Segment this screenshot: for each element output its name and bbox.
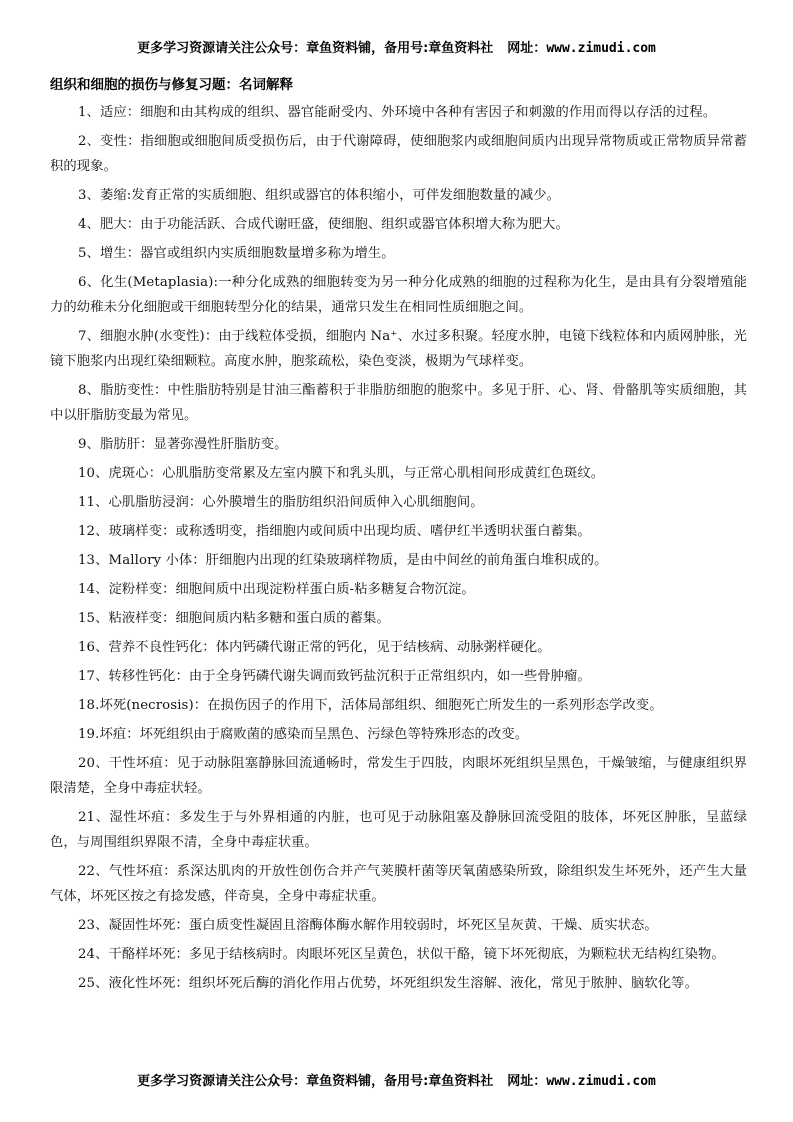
term-item-14: 14、淀粉样变：细胞间质中出现淀粉样蛋白质-粘多糖复合物沉淀。: [78, 582, 475, 597]
term-item-17: 17、转移性钙化：由于全身钙磷代谢失调而致钙盐沉积于正常组织内，如一些骨肿瘤。: [78, 669, 591, 684]
page-footer: [0, 1070, 793, 1089]
term-item-19: 19.坏疽：坏死组织由于腐败菌的感染而呈黑色、污绿色等特殊形态的改变。: [78, 727, 529, 742]
term-item-23: 23、凝固性坏死：蛋白质变性凝固且溶酶体酶水解作用较弱时，坏死区呈灰黄、干燥、质实状态。: [78, 918, 658, 933]
footer-url-label: 网址：: [507, 1074, 547, 1089]
term-item-4: 4、肥大：由于功能活跃、合成代谢旺盛，使细胞、组织或器官体积增大称为肥大。: [78, 217, 569, 232]
term-item-21: 21、湿性坏疽：多发生于与外界相通的内脏，也可见于动脉阻塞及静脉回流受阻的肢体，坏死区肿胀，呈蓝绿色，与周围组织界限不清，全身中毒症状重。: [50, 810, 747, 850]
term-item-12: 12、玻璃样变：或称透明变，指细胞内或间质中出现均质、嗜伊红半透明状蛋白蓄集。: [78, 524, 591, 539]
term-item-8: 8、脂肪变性：中性脂肪特别是甘油三酯蓄积于非脂肪细胞的胞浆中。多见于肝、心、肾、骨骼肌等实质细胞，其中以肝脂肪变最为常见。: [50, 383, 747, 423]
header-url-link[interactable]: www.zimudi.com: [546, 41, 656, 56]
term-item-18: 18.坏死(necrosis)：在损伤因子的作用下，活体局部组织、细胞死亡所发生的一系列形态学改变。: [78, 698, 663, 713]
term-item-7: 7、细胞水肿(水变性)：由于线粒体受损，细胞内 Na⁺、水过多积聚。轻度水肿，电镜下线粒体和内质网肿胀，光镜下胞浆内出现红染细颗粒。高度水肿，胞浆疏松，染色变淡，极期为气球样变。: [50, 329, 747, 369]
document-title: 组织和细胞的损伤与修复习题：名词解释: [50, 77, 293, 93]
term-item-24: 24、干酪样坏死：多见于结核病时。肉眼坏死区呈黄色，状似干酪，镜下坏死彻底，为颗粒状无结构红染物。: [78, 947, 725, 962]
term-item-10: 10、虎斑心：心肌脂肪变常累及左室内膜下和乳头肌，与正常心肌相间形成黄红色斑纹。: [78, 466, 605, 481]
footer-url-link[interactable]: www.zimudi.com: [546, 1074, 656, 1089]
term-item-13: 13、Mallory 小体：肝细胞内出现的红染玻璃样物质，是由中间丝的前角蛋白堆积成的。: [78, 553, 608, 568]
page-header: [0, 37, 793, 56]
document-body: [50, 74, 747, 1000]
term-item-20: 20、干性坏疽：见于动脉阻塞静脉回流通畅时，常发生于四肢，肉眼坏死组织呈黑色，干燥皱缩，与健康组织界限清楚，全身中毒症状轻。: [50, 756, 747, 796]
term-item-25: 25、液化性坏死：组织坏死后酶的消化作用占优势，坏死组织发生溶解、液化，常见于脓肿、脑软化等。: [78, 976, 698, 991]
term-item-1: 1、适应：细胞和由其构成的组织、器官能耐受内、外环境中各种有害因子和刺激的作用而得以存活的过程。: [78, 105, 717, 120]
header-notice: 更多学习资源请关注公众号：章鱼资料铺，备用号:章鱼资料社: [137, 41, 494, 56]
term-list: [50, 100, 747, 996]
term-item-16: 16、营养不良性钙化：体内钙磷代谢正常的钙化，见于结核病、动脉粥样硬化。: [78, 640, 551, 655]
footer-notice: 更多学习资源请关注公众号：章鱼资料铺，备用号:章鱼资料社: [137, 1074, 494, 1089]
term-item-11: 11、心肌脂肪浸润：心外膜增生的脂肪组织沿间质伸入心肌细胞间。: [78, 495, 484, 510]
term-item-9: 9、脂肪肝：显著弥漫性肝脂肪变。: [78, 437, 288, 452]
term-item-6: 6、化生(Metaplasia):一种分化成熟的细胞转变为另一种分化成熟的细胞的过程称为化生，是由具有分裂增殖能力的幼稚未分化细胞或干细胞转型分化的结果，通常只发生在相同性质细胞之间。: [50, 275, 747, 315]
term-item-22: 22、气性坏疽：系深达肌肉的开放性创伤合并产气荚膜杆菌等厌氧菌感染所致，除组织发生坏死外，还产生大量气体，坏死区按之有捻发感，伴奇臭，全身中毒症状重。: [50, 864, 747, 904]
term-item-5: 5、增生：器官或组织内实质细胞数量增多称为增生。: [78, 246, 395, 261]
header-url-label: 网址：: [507, 41, 547, 56]
term-item-2: 2、变性：指细胞或细胞间质受损伤后，由于代谢障碍，使细胞浆内或细胞间质内出现异常物质或正常物质异常蓄积的现象。: [50, 134, 747, 174]
term-item-15: 15、粘液样变：细胞间质内粘多糖和蛋白质的蓄集。: [78, 611, 390, 626]
term-item-3: 3、萎缩:发育正常的实质细胞、组织或器官的体积缩小，可伴发细胞数量的减少。: [78, 188, 561, 203]
